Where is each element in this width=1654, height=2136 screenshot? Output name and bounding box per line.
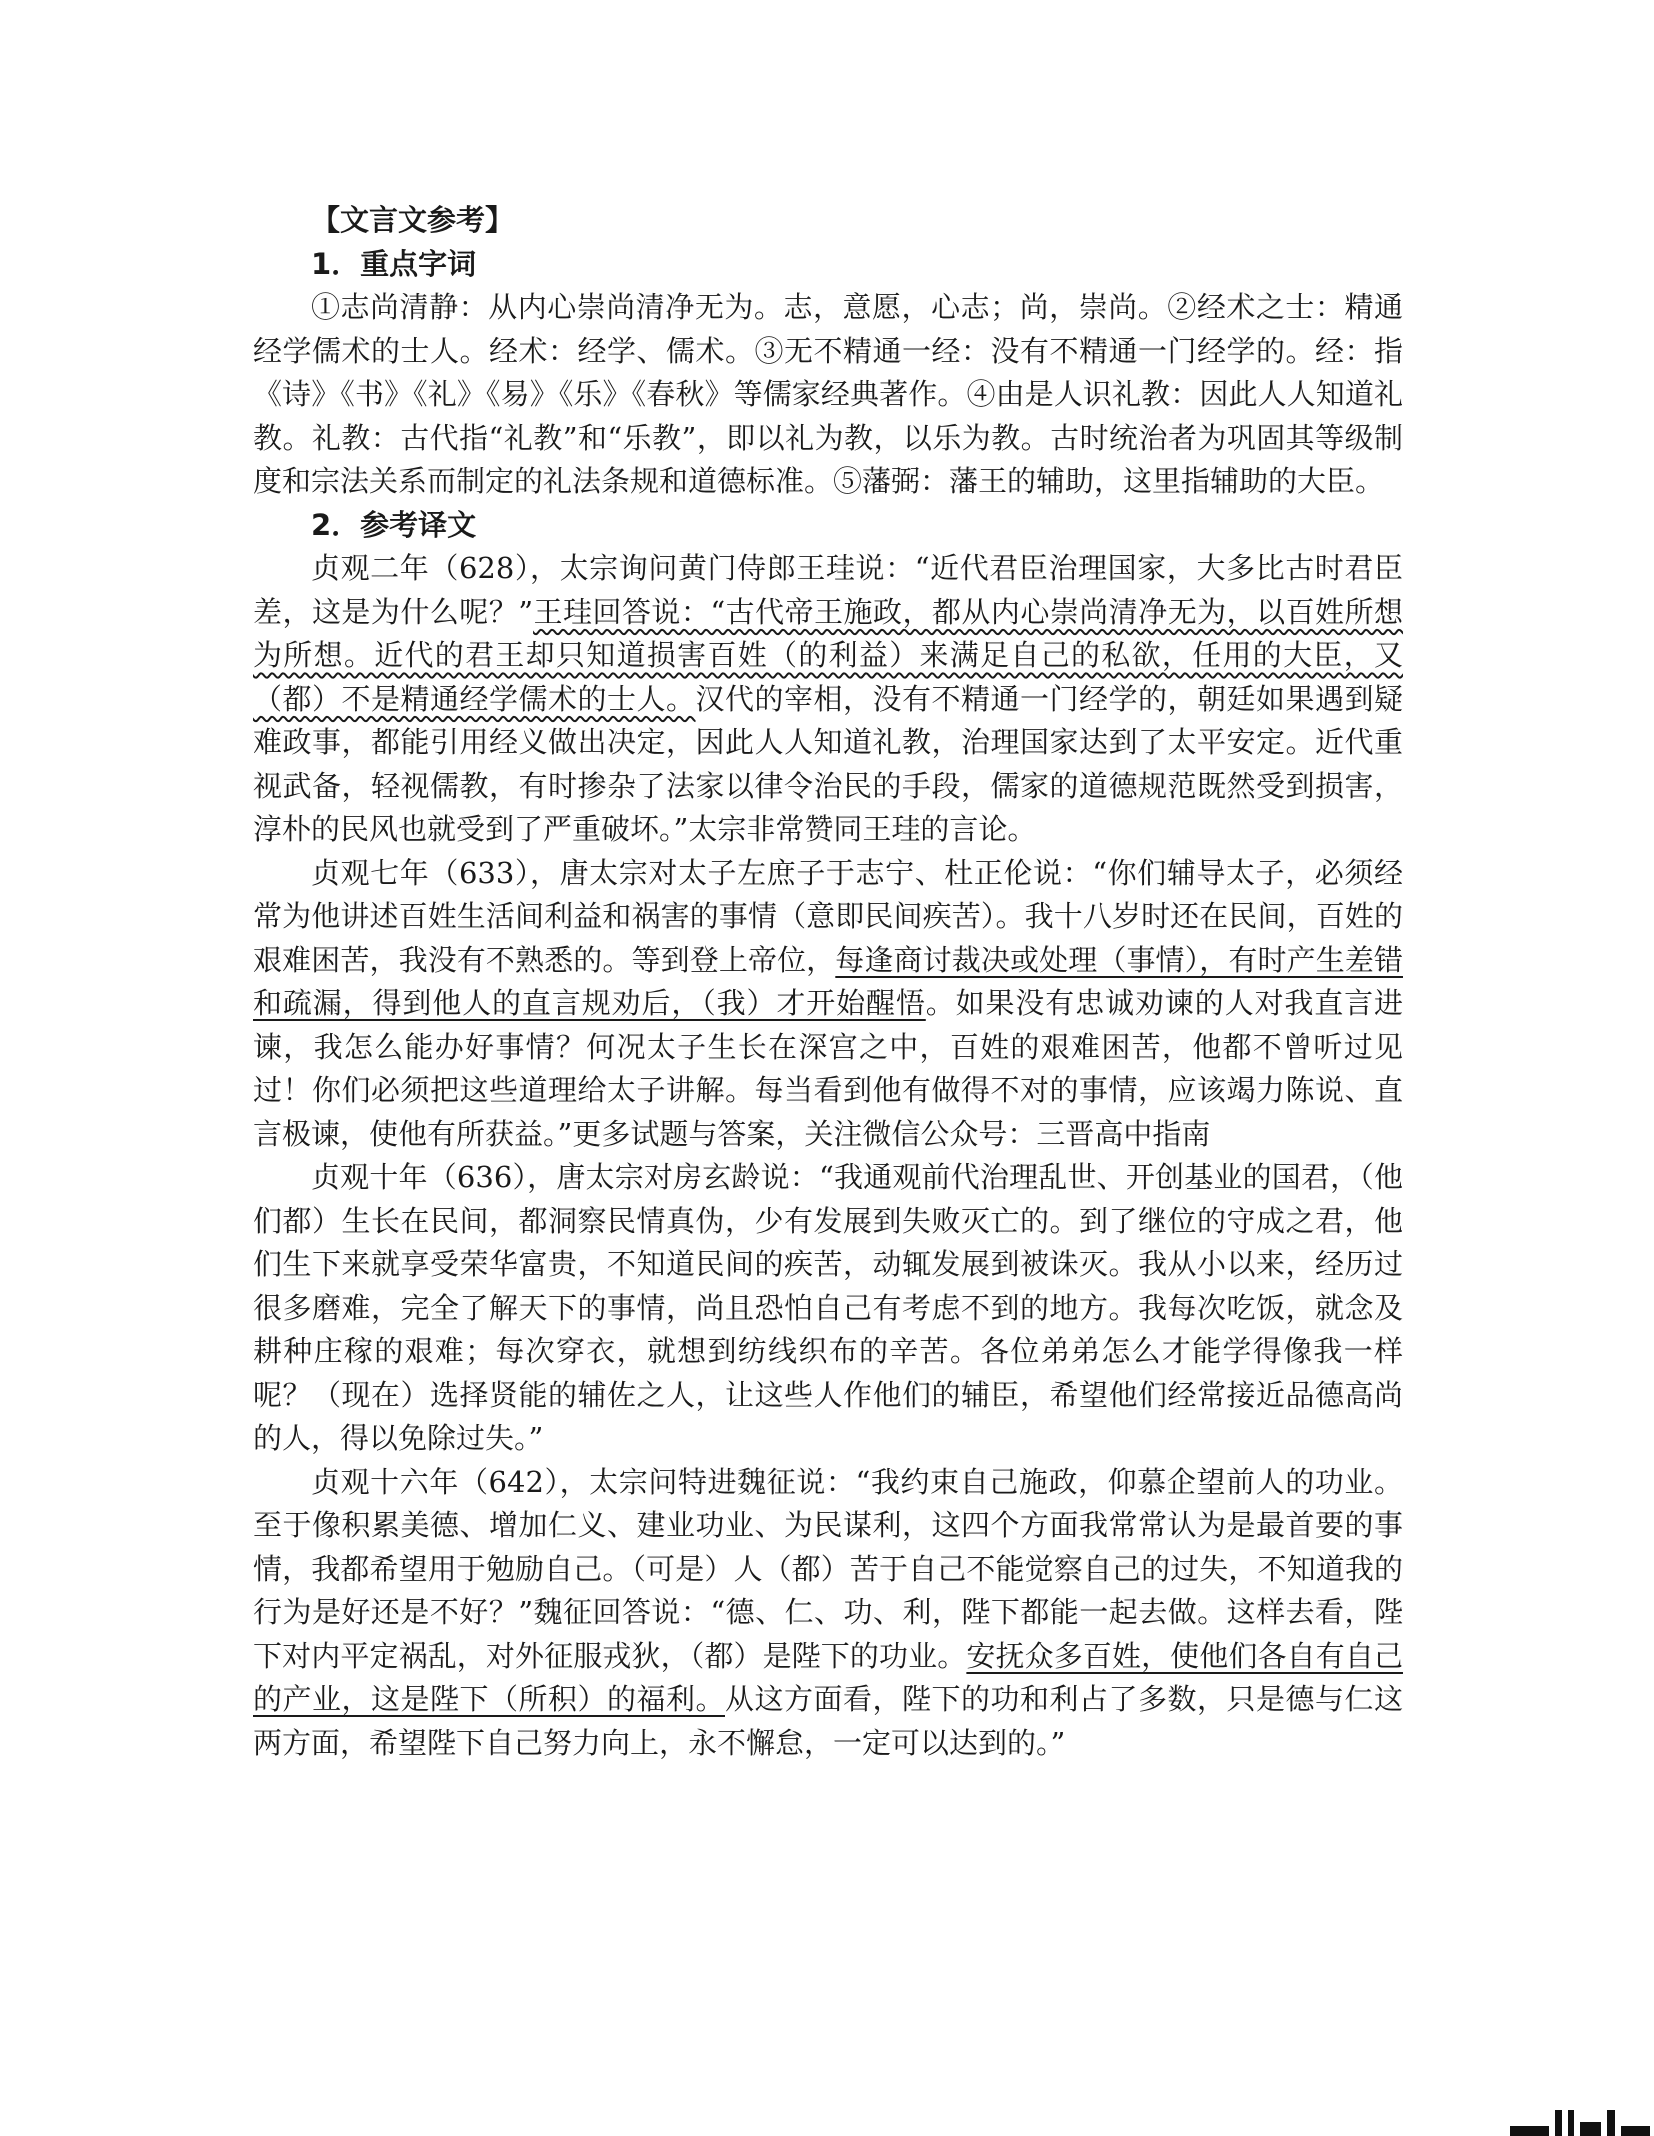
heading-key-words: 1．重点字词 [311, 246, 477, 281]
document-body [253, 199, 1403, 1765]
p4-underlined-text: 安抚众多百姓，使他们各自有自己的产业，这是陛下（所积）的福利。 [253, 1638, 1403, 1716]
translation-paragraph-2 [253, 852, 1403, 1157]
p1-wavy-underlined-text: 王珪回答说：“古代帝王施政，都从内心崇尚清净无为，以百姓所想为所想。近代的君王却只知道损害百姓（的利益）来满足自己的私欲，任用的大臣，又（都）不是精通经学儒术的士人。 [253, 594, 1404, 716]
p2-underlined-text: 每逢商讨裁决或处理（事情），有时产生差错和疏漏，得到他人的直言规劝后，（我）才开始醒悟 [253, 942, 1403, 1020]
heading-translation: 2．参考译文 [311, 507, 477, 542]
section-title: 【文言文参考】 [311, 203, 515, 237]
p1-text-after: 汉代的宰相，没有不精通一门经学的，朝廷如果遇到疑难政事，都能引用经义做出决定，因此人人知道礼教，治理国家达到了太平安定。近代重视武备，轻视儒教，有时掺杂了法家以律令治民的手段，儒家的道德规范既然受到损害，淳朴的民风也就受到了严重破坏。”太宗非常赞同王珪的言论。 [253, 681, 1403, 846]
p2-text-after: 。如果没有忠诚劝谏的人对我直言进谏，我怎么能办好事情？何况太子生长在深宫之中，百姓的艰难困苦，他都不曾听过见过！你们必须把这些道理给太子讲解。每当看到他有做得不对的事情，应该竭力陈说、直言极谏，使他有所获益。”更多试题与答案，关注微信公众号：三晋高中指南 [253, 986, 1403, 1151]
p1-text-before: 贞观二年（628），太宗询问黄门侍郎王珪说：“近代君臣治理国家，大多比古时君臣差，这是为什么呢？” [253, 551, 1403, 629]
p4-text-after: 从这方面看，陛下的功和利占了多数，只是德与仁这两方面，希望陛下自己努力向上，永不懈怠，一定可以达到的。” [253, 1682, 1403, 1760]
corner-barcode-mark [1510, 2110, 1650, 2136]
translation-paragraph-3: 贞观十年（636），唐太宗对房玄龄说：“我通观前代治理乱世、开创基业的国君，（他们都）生长在民间，都洞察民情真伪，少有发展到失败灭亡的。到了继位的守成之君，他们生下来就享受荣华富贵，不知道民间的疾苦，动辄发展到被诛灭。我从小以来，经历过很多磨难，完全了解天下的事情，尚且恐怕自己有考虑不到的地方。我每次吃饭，就念及耕种庄稼的艰难；每次穿衣，就想到纺线织布的辛苦。各位弟弟怎么才能学得像我一样呢？（现在）选择贤能的辅佐之人，让这些人作他们的辅臣，希望他们经常接近品德高尚的人，得以免除过失。” [253, 1160, 1403, 1455]
key-words-paragraph: ①志尚清静：从内心崇尚清净无为。志，意愿，心志；尚，崇尚。②经术之士：精通经学儒术的士人。经术：经学、儒术。③无不精通一经：没有不精通一门经学的。经：指《诗》《书》《礼》《易》《乐》《春秋》等儒家经典著作。④由是人识礼教：因此人人知道礼教。礼教：古代指“礼教”和“乐教”，即以礼为教，以乐为教。古时统治者为巩固其等级制度和宗法关系而制定的礼法条规和道德标准。⑤藩弼：藩王的辅助，这里指辅助的大臣。 [253, 290, 1403, 498]
translation-paragraph-4 [253, 1461, 1403, 1766]
p2-text-before: 贞观七年（633），唐太宗对太子左庶子于志宁、杜正伦说：“你们辅导太子，必须经常为他讲述百姓生活间利益和祸害的事情（意即民间疾苦）。我十八岁时还在民间，百姓的艰难困苦，我没有不熟悉的。等到登上帝位， [253, 855, 1403, 977]
p4-text-before: 贞观十六年（642），太宗问特进魏征说：“我约束自己施政，仰慕企望前人的功业。至于像积累美德、增加仁义、建业功业、为民谋利，这四个方面我常常认为是最首要的事情，我都希望用于勉励自己。（可是）人（都）苦于自己不能觉察自己的过失，不知道我的行为是好还是不好？”魏征回答说：“德、仁、功、利，陛下都能一起去做。这样去看，陛下对内平定祸乱，对外征服戎狄，（都）是陛下的功业。 [253, 1464, 1403, 1673]
translation-paragraph-1 [253, 547, 1403, 852]
